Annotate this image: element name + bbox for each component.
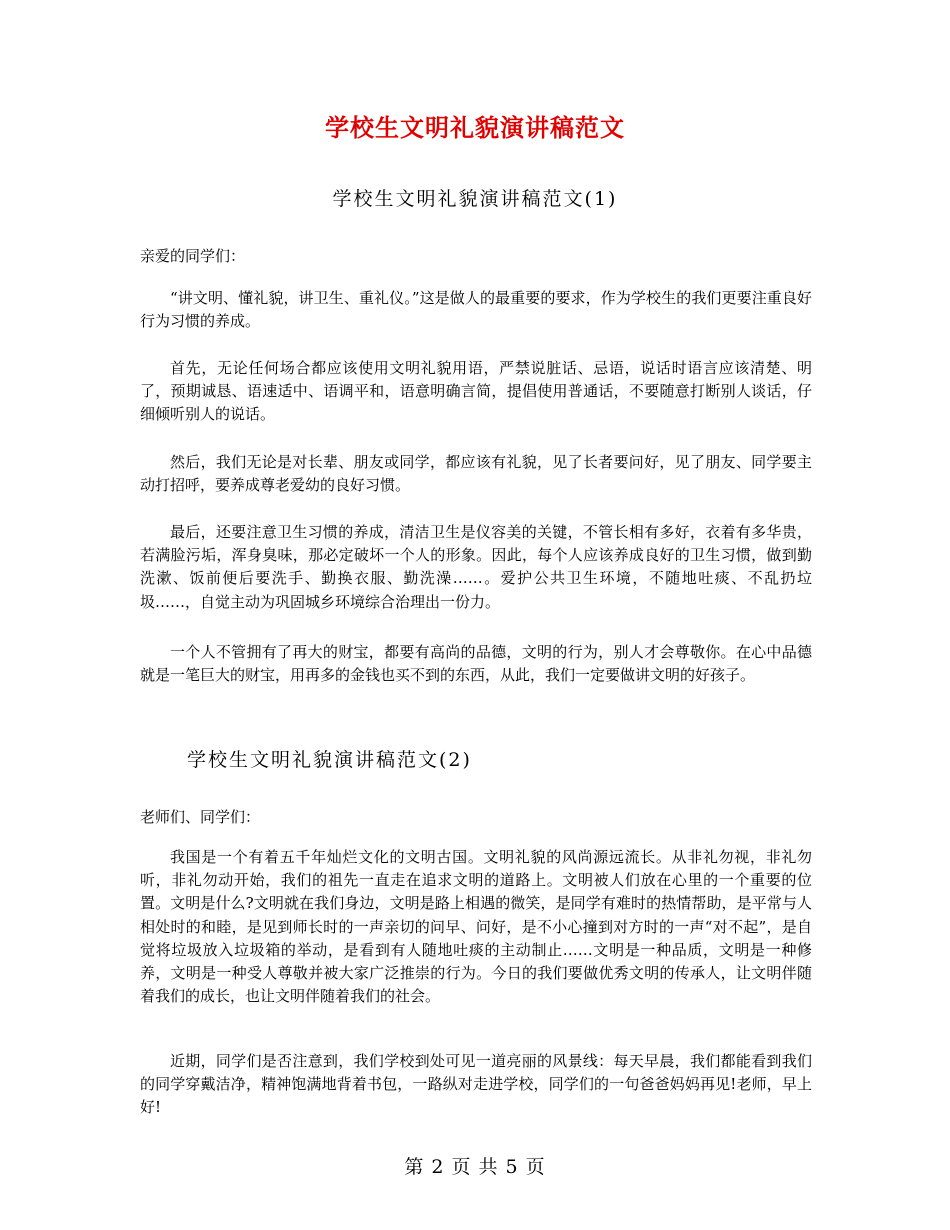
section-1-paragraph-4: 最后，还要注意卫生习惯的养成，清洁卫生是仪容美的关键，不管长相有多好，衣着有多华贵，若满脸污垢，浑身臭味，那必定破坏一个人的形象。因此，每个人应该养成良好的卫生习惯，做到勤洗漱、饭前便后要洗手、勤换衣服、勤洗澡……。爱护公共卫生环境，不随地吐痰、不乱扔垃圾……，自觉主动为巩固城乡环境综合治理出一份力。 [140,523,812,611]
section-2-salutation: 老师们、同学们： [140,808,261,826]
section-1-salutation: 亲爱的同学们： [140,247,246,265]
section-2-paragraph-1: 我国是一个有着五千年灿烂文化的文明古国。文明礼貌的风尚源远流长。从非礼勿视，非礼勿听，非礼勿动开始，我们的祖先一直走在追求文明的道路上。文明被人们放在心里的一个重要的位置。文明是什么?文明就在我们身边，文明是路上相遇的微笑，是同学有难时的热情帮助，是平常与人相处时的和睦，是见到师长时的一声亲切的问早、问好，是不小心撞到对方时的一声“对不起”，是自觉将垃圾放入垃圾箱的举动，是看到有人随地吐痰的主动制止……文明是一种品质，文明是一种修养，文明是一种受人尊敬并被大家广泛推崇的行为。今日的我们要做优秀文明的传承人，让文明伴随着我们的成长，也让文明伴随着我们的社会。 [140,848,812,1006]
section-2-paragraph-2: 近期，同学们是否注意到，我们学校到处可见一道亮丽的风景线：每天早晨，我们都能看到我们的同学穿戴洁净，精神饱满地背着书包，一路纵对走进学校，同学们的一句爸爸妈妈再见!老师，早上好! [140,1052,812,1117]
section-1-heading: 学校生文明礼貌演讲稿范文(1) [332,188,618,210]
section-1-paragraph-3: 然后，我们无论是对长辈、朋友或同学，都应该有礼貌，见了长者要问好，见了朋友、同学要主动打招呼，要养成尊老爱幼的良好习惯。 [140,453,812,495]
section-1-paragraph-1: “讲文明、懂礼貌，讲卫生、重礼仪。”这是做人的最重要的要求，作为学校生的我们更要注重良好行为习惯的养成。 [140,289,812,331]
document-title: 学校生文明礼貌演讲稿范文 [325,113,625,142]
section-1-paragraph-5: 一个人不管拥有了再大的财宝，都要有高尚的品德，文明的行为，别人才会尊敬你。在心中品德就是一笔巨大的财宝，用再多的金钱也买不到的东西，从此，我们一定要做讲文明的好孩子。 [140,643,812,685]
page-number-footer: 第 2 页 共 5 页 [404,1156,546,1178]
section-1-paragraph-2: 首先，无论任何场合都应该使用文明礼貌用语，严禁说脏话、忌语，说话时语言应该清楚、明了，预期诚恳、语速适中、语调平和，语意明确言简，提倡使用普通话，不要随意打断别人谈话，仔细倾听别人的说话。 [140,359,812,424]
section-2-heading: 学校生文明礼貌演讲稿范文(2) [187,749,472,771]
